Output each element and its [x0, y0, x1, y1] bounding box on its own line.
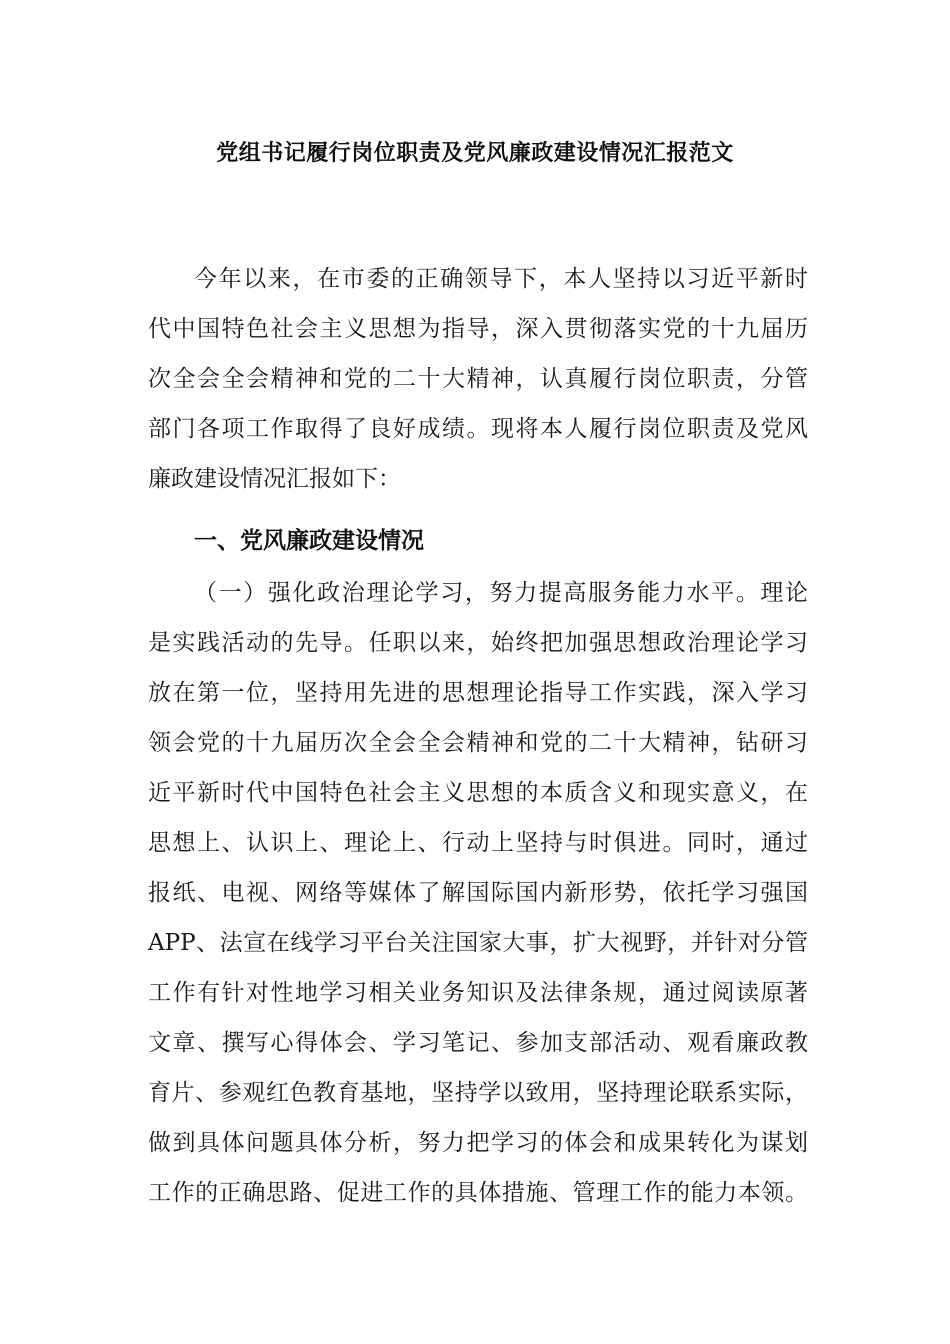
section-line-5: 近平新时代中国特色社会主义思想的本质含义和现实意义，在	[148, 780, 808, 806]
section-line-2: 是实践活动的先导。任职以来，始终把加强思想政治理论学习	[148, 630, 808, 656]
section-line-3: 放在第一位，坚持用先进的思想理论指导工作实践，深入学习	[148, 680, 808, 706]
section-line-9: 工作有针对性地学习相关业务知识及法律条规，通过阅读原著	[148, 980, 808, 1006]
section-line-11: 育片、参观红色教育基地，坚持学以致用，坚持理论联系实际，	[148, 1080, 808, 1106]
section-line-1: （一）强化政治理论学习，努力提高服务能力水平。理论	[194, 580, 808, 606]
section-line-10: 文章、撰写心得体会、学习笔记、参加支部活动、观看廉政教	[148, 1030, 808, 1056]
section-heading: 一、党风廉政建设情况	[194, 528, 424, 554]
section-line-8: APP、法宣在线学习平台关注国家大事，扩大视野，并针对分管	[148, 930, 808, 956]
intro-line-3: 次全会全会精神和党的二十大精神，认真履行岗位职责，分管	[148, 366, 808, 392]
intro-line-2: 代中国特色社会主义思想为指导，深入贯彻落实党的十九届历	[148, 316, 808, 342]
section-line-4: 领会党的十九届历次全会全会精神和党的二十大精神，钻研习	[148, 730, 808, 756]
section-line-13: 工作的正确思路、促进工作的具体措施、管理工作的能力本领。	[148, 1180, 808, 1206]
section-line-7: 报纸、电视、网络等媒体了解国际国内新形势，依托学习强国	[148, 880, 808, 906]
document-title: 党组书记履行岗位职责及党风廉政建设情况汇报范文	[216, 141, 734, 166]
intro-line-5: 廉政建设情况汇报如下：	[148, 466, 401, 492]
section-line-12: 做到具体问题具体分析，努力把学习的体会和成果转化为谋划	[148, 1130, 808, 1156]
section-line-6: 思想上、认识上、理论上、行动上坚持与时俱进。同时，通过	[148, 830, 808, 856]
intro-line-1: 今年以来，在市委的正确领导下，本人坚持以习近平新时	[194, 266, 808, 292]
intro-line-4: 部门各项工作取得了良好成绩。现将本人履行岗位职责及党风	[148, 416, 808, 442]
